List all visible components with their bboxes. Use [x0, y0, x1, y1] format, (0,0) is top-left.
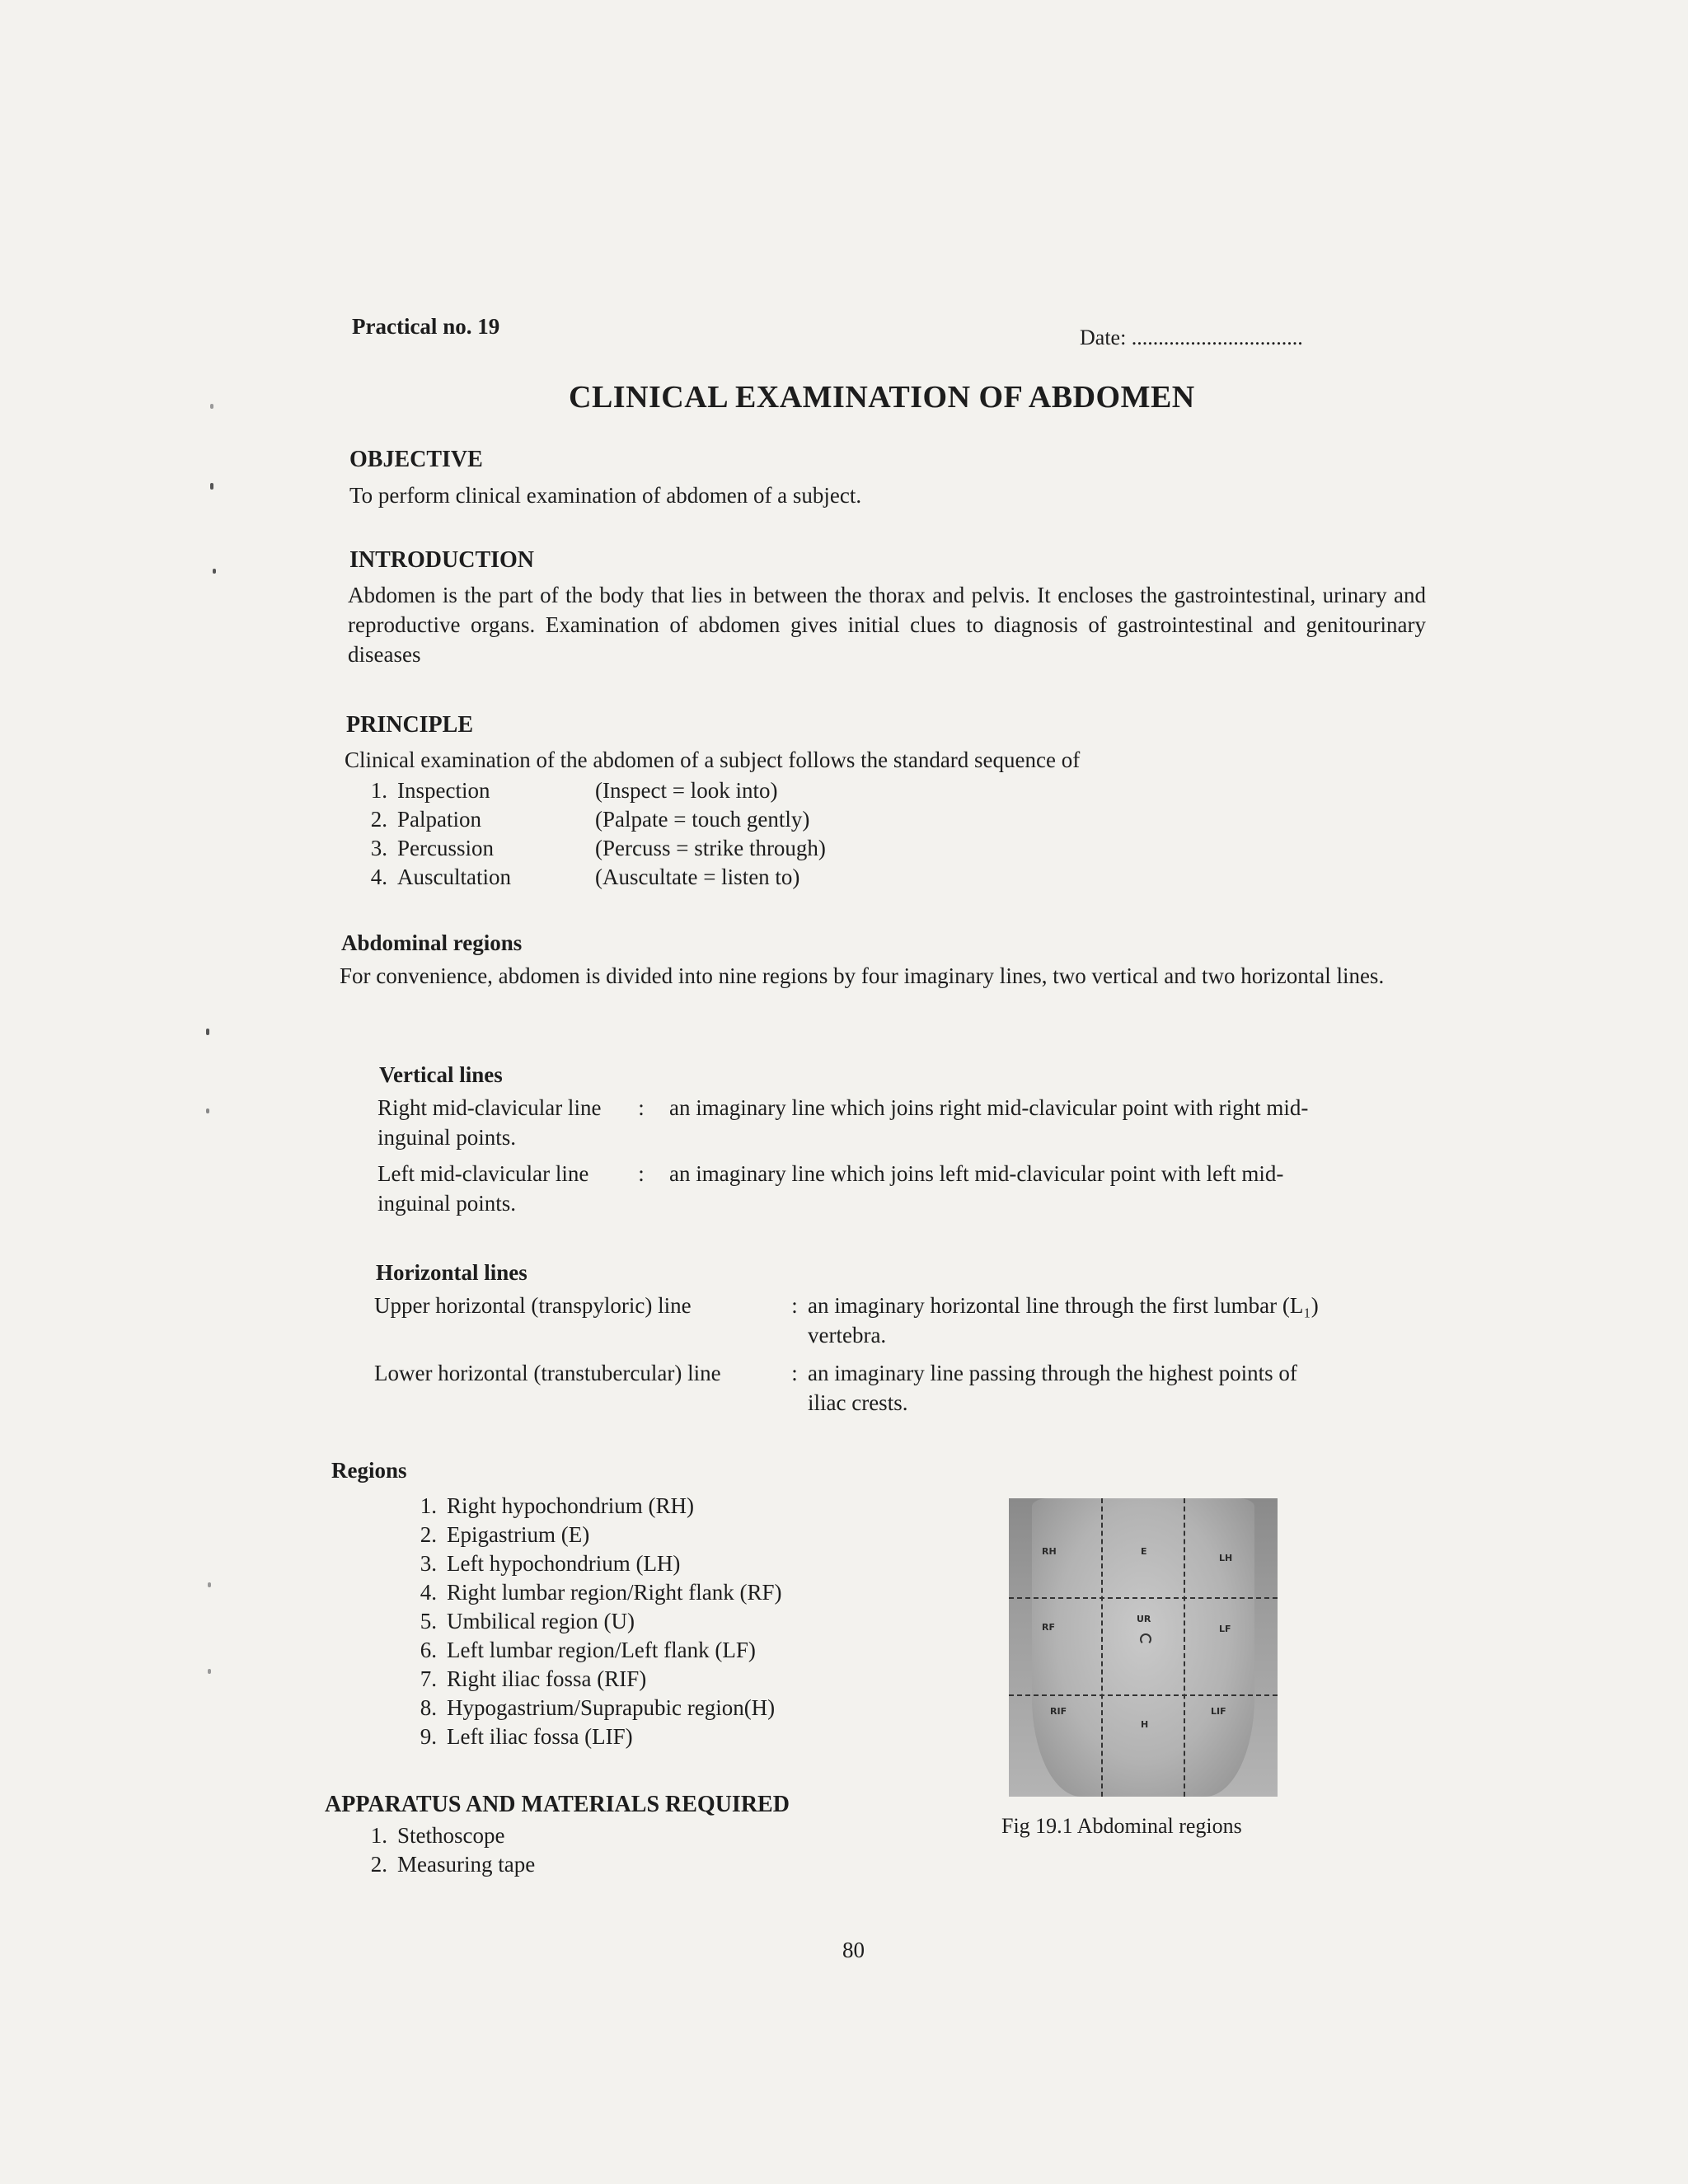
regions-heading: Regions: [331, 1458, 407, 1483]
region-item: 6. Left lumbar region/Left flank (LF): [420, 1638, 756, 1662]
region-item: 7. Right iliac fossa (RIF): [420, 1666, 647, 1691]
introduction-text: Abdomen is the part of the body that lies in between the thorax and pelvis. It encloses the gastrointestinal, urinary and reproductive organs. Examination of abdomen gives initial clues to diagnosis of gastrointestinal and genitourinary diseases: [348, 583, 1426, 667]
region-item: 3. Left hypochondrium (LH): [420, 1551, 681, 1576]
objective-heading: OBJECTIVE: [349, 447, 483, 472]
scan-speck: [213, 569, 216, 574]
umbilicus-mark: [1140, 1633, 1151, 1645]
practical-number: Practical no. 19: [352, 314, 500, 339]
scan-speck: [206, 1029, 209, 1035]
region-item: 9. Left iliac fossa (LIF): [420, 1724, 633, 1749]
region-item: 1. Right hypochondrium (RH): [420, 1493, 694, 1518]
principle-step: 1. Inspection (Inspect = look into): [370, 778, 778, 803]
apparatus-heading: APPARATUS AND MATERIALS REQUIRED: [325, 1792, 790, 1817]
region-item: 4. Right lumbar region/Right flank (RF): [420, 1580, 782, 1605]
apparatus-item: 1. Stethoscope: [370, 1823, 505, 1848]
left-midclavicular-line: [1184, 1498, 1185, 1797]
scan-speck: [210, 404, 213, 409]
right-midclavicular-line: [1101, 1498, 1103, 1797]
page-number: 80: [842, 1938, 865, 1962]
horizontal-lines-heading: Horizontal lines: [376, 1260, 528, 1285]
abdomen-image: [1032, 1498, 1254, 1797]
introduction-heading: INTRODUCTION: [349, 547, 535, 573]
region-item: 5. Umbilical region (U): [420, 1609, 635, 1633]
principle-step: 3. Percussion (Percuss = strike through): [370, 836, 826, 860]
principle-heading: PRINCIPLE: [346, 712, 474, 738]
region-label-u: UR: [1137, 1614, 1151, 1624]
vertical-lines-heading: Vertical lines: [379, 1062, 503, 1087]
page-title: CLINICAL EXAMINATION OF ABDOMEN: [569, 380, 1195, 415]
scan-speck: [206, 1108, 209, 1113]
scan-speck: [208, 1582, 211, 1587]
definition-row: Lower horizontal (transtubercular) line : an imaginary line passing through the highest points of iliac crests.: [374, 1361, 1297, 1415]
region-label-lh: LH: [1219, 1553, 1233, 1563]
region-label-rh: RH: [1042, 1546, 1057, 1557]
principle-step: 2. Palpation (Palpate = touch gently): [370, 807, 810, 832]
principle-step: 4. Auscultation (Auscultate = listen to): [370, 865, 800, 889]
abdominal-regions-figure: [1009, 1498, 1278, 1797]
transtubercular-line: [1009, 1694, 1278, 1696]
figure-caption: Fig 19.1 Abdominal regions: [1001, 1814, 1242, 1838]
region-label-h: H: [1141, 1719, 1149, 1730]
definition-row: Right mid-clavicular line : an imaginary line which joins right mid-clavicular point with right mid- inguinal points.: [377, 1095, 1309, 1150]
region-label-rif: RIF: [1050, 1706, 1067, 1717]
region-label-e: E: [1141, 1546, 1147, 1557]
region-label-lf: LF: [1219, 1624, 1231, 1634]
date-field: Date: ................................: [1080, 326, 1303, 349]
definition-row: Left mid-clavicular line : an imaginary line which joins left mid-clavicular point with left mid- inguinal points.: [377, 1161, 1284, 1216]
abdominal-regions-text: For convenience, abdomen is divided into nine regions by four imaginary lines, two vertical and two horizontal lines.: [340, 963, 1385, 988]
region-item: 2. Epigastrium (E): [420, 1522, 590, 1547]
principle-text: Clinical examination of the abdomen of a subject follows the standard sequence of: [345, 748, 1081, 772]
region-label-lif: LIF: [1211, 1706, 1226, 1717]
scan-speck: [208, 1669, 211, 1674]
abdominal-regions-heading: Abdominal regions: [341, 930, 523, 955]
transpyloric-line: [1009, 1597, 1278, 1599]
apparatus-item: 2. Measuring tape: [370, 1852, 536, 1877]
region-item: 8. Hypogastrium/Suprapubic region(H): [420, 1695, 776, 1720]
scan-speck: [210, 483, 213, 490]
region-label-rf: RF: [1042, 1622, 1055, 1633]
objective-text: To perform clinical examination of abdomen of a subject.: [349, 483, 862, 508]
definition-row: Upper horizontal (transpyloric) line : an imaginary horizontal line through the first lumbar (L₁) vertebra.: [374, 1293, 1319, 1347]
